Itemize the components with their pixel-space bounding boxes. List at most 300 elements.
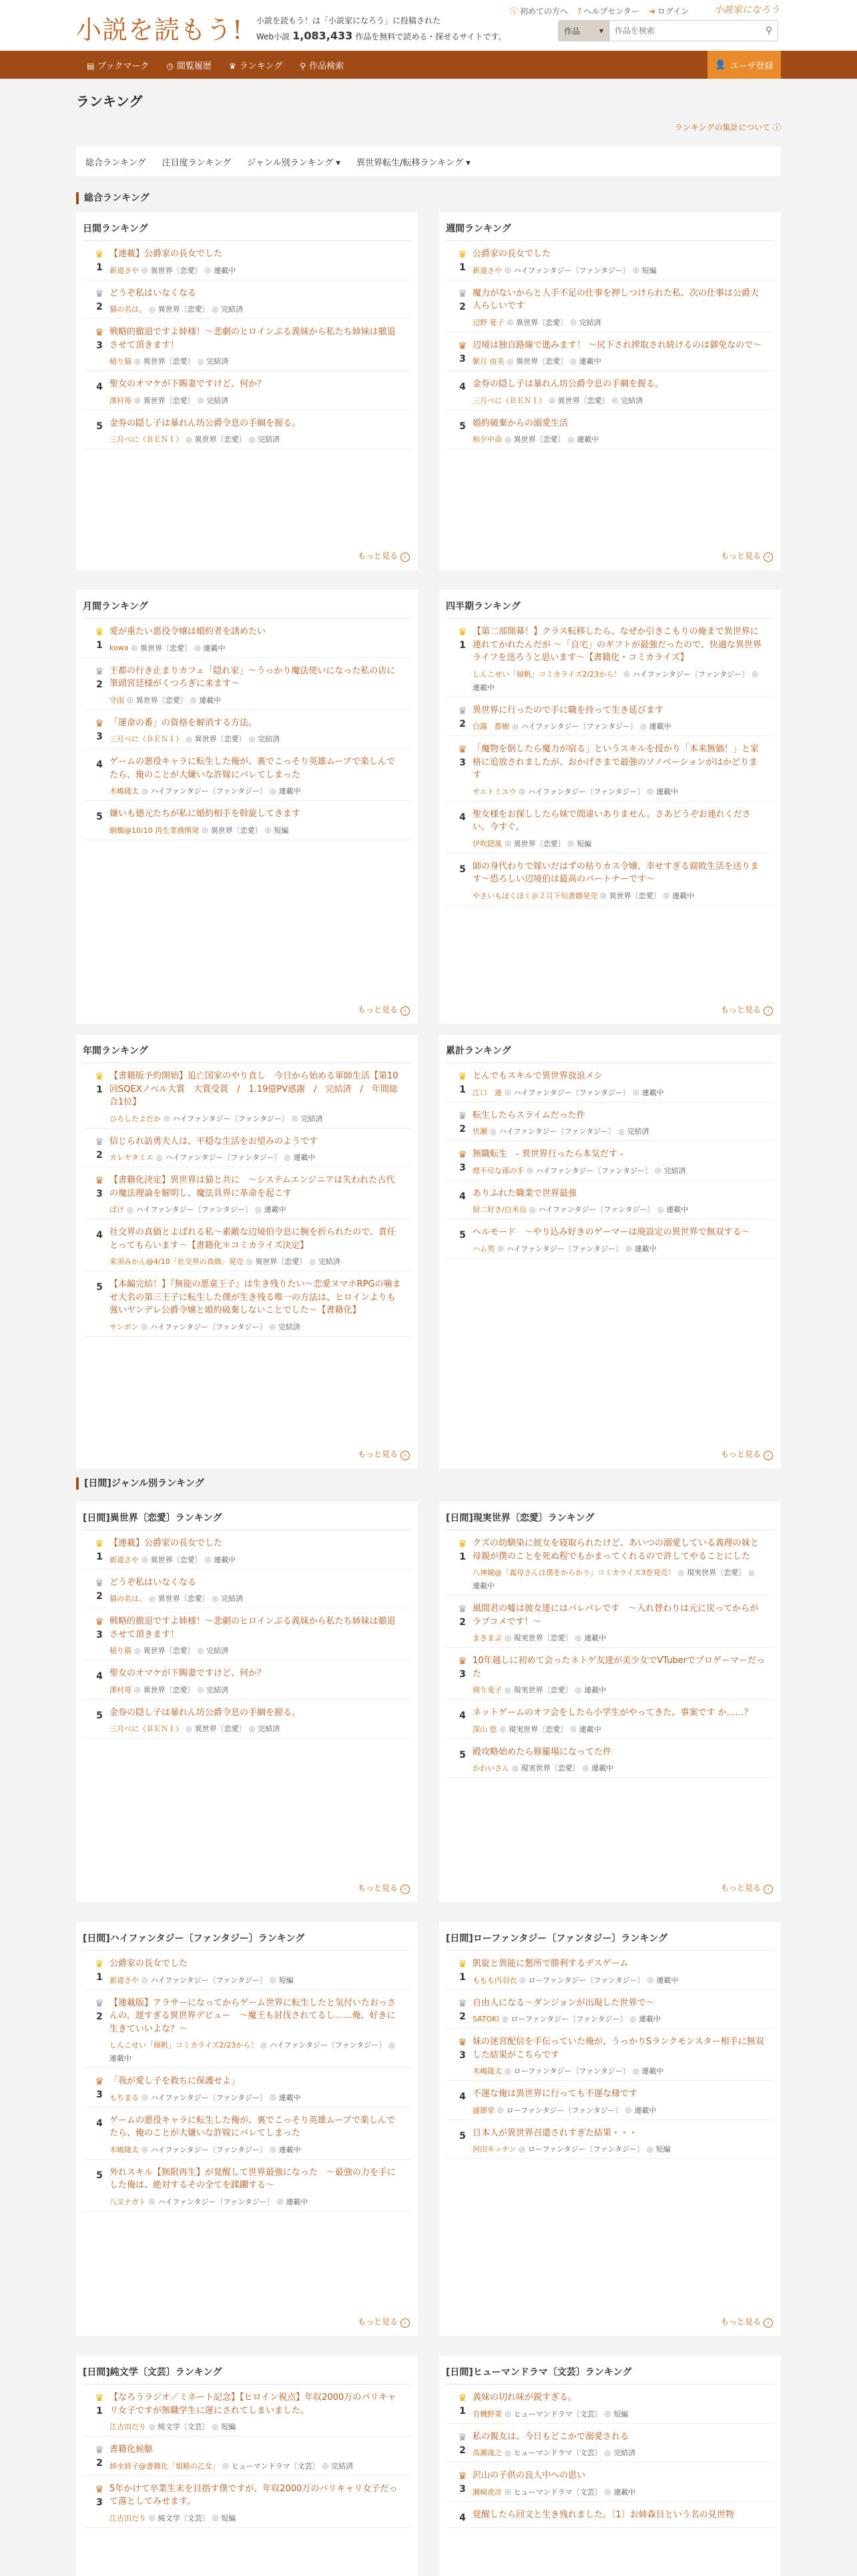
work-title-link[interactable]: 辺境は独自路線で進みます！ 〜尻下され搾取され続けるのは御免なので〜 (473, 340, 762, 350)
author-link[interactable]: ももも内羽衣 (473, 1975, 517, 1985)
crown-icon: ♛ (95, 248, 104, 260)
search-category-select[interactable]: 作品 ▾ (559, 21, 609, 41)
author-link[interactable]: カレヤタミエ (109, 1153, 154, 1162)
author-link[interactable]: 木嶋隆太 (109, 2145, 139, 2154)
more-link[interactable] (721, 1882, 773, 1894)
status-label: 完結済 (258, 735, 280, 743)
work-title-link[interactable]: ヘルモード 〜やり込み好きのゲーマーは廃設定の異世界で無双する〜 (473, 1227, 750, 1237)
work-title-link[interactable]: 「運命の番」の資格を解消する方法。 (109, 717, 258, 728)
filter-attention[interactable]: 注目度ランキング (162, 157, 232, 168)
work-title-link[interactable]: 妹の迷宮配信を手伝っていた俺が、うっかりSランクモンスター相手に無双した結果がこちらです (473, 2037, 764, 2060)
rank-number: 4 (96, 1230, 103, 1241)
ranking-item[interactable] (83, 1530, 411, 1570)
ranking-item[interactable] (446, 1102, 774, 1142)
work-title-link[interactable]: 殿攻略始めたら修羅場になってた件 (473, 1746, 612, 1757)
ranking-item[interactable] (83, 1219, 411, 1271)
author-link[interactable]: 剣り兎子 (473, 1686, 502, 1694)
work-title-link[interactable]: 「我が愛し子を救ちに保護せよ」 (109, 2076, 240, 2086)
author-link[interactable]: kowa (109, 643, 129, 652)
ranking-item[interactable] (446, 697, 774, 737)
status-icon: ◎ (190, 695, 197, 704)
section-heading-overall: 総合ランキング (76, 192, 150, 204)
rank-number: 1 (96, 1972, 103, 1983)
author-link[interactable]: 新道さや (109, 266, 139, 275)
author-link[interactable]: ひろしたよだか (109, 1114, 161, 1123)
author-link[interactable]: 守雨 (109, 695, 124, 705)
work-title-link[interactable]: クズの幼馴染に彼女を寝取られたけど、あいつの溺愛している義理の妹と母親が僕のことを死ぬ程でもかまってくれるので許してやることにした (473, 1538, 759, 1562)
rank-number: 1 (459, 262, 466, 273)
work-title-link[interactable]: 日本人が異世界召還されすぎた結果・・・ (473, 2128, 638, 2138)
author-link[interactable]: SATOKI (473, 2014, 499, 2023)
author-link[interactable]: 謎御堂 (473, 2106, 495, 2115)
rank-badge (89, 808, 109, 836)
genre-icon: ◎ (623, 669, 630, 678)
ranking-item[interactable] (446, 2081, 774, 2120)
status-icon: ◎ (248, 434, 256, 444)
ranking-item[interactable] (446, 2463, 774, 2502)
tagline-1: 小説を読もう！は「小説家になろう」に投稿された (256, 16, 441, 25)
work-title-link[interactable]: 無職転生 - 異世界行ったら本気だす - (473, 1149, 623, 1159)
ranking-item[interactable] (446, 854, 774, 906)
chevron-right-icon: › (400, 1885, 410, 1894)
genre-icon: ◎ (222, 2461, 229, 2470)
ranking-item[interactable] (446, 1739, 774, 1779)
nav-bookmark[interactable]: ▤ ブックマーク (87, 61, 150, 71)
author-link[interactable]: しんこせい「傾帆」コミカライズ2/23から！ (109, 2041, 258, 2049)
search-box (558, 20, 778, 41)
ranking-item[interactable] (446, 801, 774, 854)
genre-label: ローファンタジー〔ファンタジー〕 (511, 2015, 627, 2023)
work-meta (473, 786, 765, 797)
status-icon: ◎ (582, 1763, 589, 1773)
author-link[interactable]: 来須みかん@4/10「社交界の真価」発売 (109, 1257, 244, 1266)
nav-history[interactable]: ◷ 閲覧履歴 (166, 61, 212, 71)
genre-label: 現実世界〔恋愛〕 (513, 1634, 573, 1642)
status-icon: ◎ (752, 669, 758, 678)
work-title-link[interactable]: 聖女のオマケが下賜妻ですけど、何か？ (109, 379, 266, 389)
author-link[interactable]: 稲り猫 (109, 1646, 131, 1655)
rank-number: 2 (96, 1149, 103, 1161)
more-link[interactable] (358, 550, 410, 562)
status-icon: ◎ (611, 396, 619, 404)
ranking-item[interactable] (83, 2160, 411, 2212)
ranking-item[interactable] (83, 2437, 411, 2476)
author-link[interactable]: 新道さや (109, 1555, 139, 1564)
work-title-link[interactable]: 魔力がないからと人手不足の仕事を押しつけられた私、次の仕事は公爵夫人らしいです (473, 288, 760, 311)
search-input[interactable] (609, 21, 760, 41)
more-link[interactable] (358, 1448, 410, 1460)
ranking-item[interactable] (83, 1063, 411, 1129)
ranking-item[interactable] (83, 658, 411, 710)
author-link[interactable]: 瀬崎虎彦 (473, 2487, 502, 2497)
rank-badge (453, 860, 473, 901)
work-title-link[interactable]: 覚醒したら回文と生き残れました。〔1〕お姉森目という名の見世物 (473, 2509, 734, 2520)
author-link[interactable]: 三月べに（ＢＥＮＩ） (473, 396, 546, 405)
status-icon: ◎ (663, 891, 670, 900)
work-title-link[interactable]: 義妹の切れ味が鋭すぎる。 (473, 2392, 577, 2402)
author-link[interactable]: サンボン (109, 1322, 139, 1331)
ranking-item[interactable] (83, 1167, 411, 1219)
author-link[interactable]: 和夕中命 (473, 435, 502, 444)
work-title-link[interactable]: 金券の隠し子は暴れん坊公爵令息の手綱を握る。 (109, 1707, 301, 1718)
filter-genre[interactable]: ジャンル別ランキング ▾ (247, 157, 340, 168)
work-title-link[interactable]: 【連載】公爵家の長女でした (109, 1538, 223, 1548)
work-meta (473, 395, 765, 406)
genre-icon: ◎ (141, 786, 148, 795)
ranking-item[interactable] (446, 1219, 774, 1259)
ranking-item[interactable] (83, 2068, 411, 2108)
work-title-link[interactable]: 【書籍版予約開始】追亡国家のやり直し 今日から始める軍師生活【第10回SQEXノベル大賞 大賞受賞 / 1.19億PV感謝 / 完結済 / 年間総合1位】 (109, 1071, 398, 1107)
author-link[interactable]: かわいさん (473, 1764, 509, 1773)
crown-icon: ♛ (95, 1175, 104, 1187)
work-title-link[interactable]: 金券の隠し子は暴れん坊公爵令息の手綱を握る。 (109, 418, 301, 428)
ranking-card (439, 1922, 781, 2336)
genre-icon: ◎ (141, 2093, 148, 2102)
more-link-label: もっと見る (720, 1883, 761, 1893)
filter-isekai[interactable]: 異世界転生/転移ランキング ▾ (356, 157, 471, 168)
status-icon: ◎ (269, 2093, 276, 2102)
status-label: 短編 (274, 826, 289, 835)
author-link[interactable]: 伏瀬 (473, 1127, 487, 1136)
work-title-link[interactable]: 私の親友は、今日もどこかで溺愛される (473, 2431, 629, 2442)
work-meta (109, 1723, 402, 1734)
more-link[interactable] (721, 1448, 773, 1460)
more-link[interactable] (358, 1004, 410, 1016)
rank-number: 5 (96, 812, 103, 822)
author-link[interactable]: 澤村苺 (109, 1685, 131, 1694)
author-link[interactable]: 紫月 由美 (473, 357, 505, 366)
ranking-item[interactable] (83, 319, 411, 371)
rank-number: 1 (459, 2406, 466, 2417)
author-link[interactable]: 三月べに（ＢＥＮＩ） (109, 1724, 183, 1733)
work-title-link[interactable]: どうぞ私はいなくなる (109, 1577, 197, 1588)
rank-number: 3 (96, 340, 103, 351)
author-link[interactable]: 辺野 夏子 (473, 318, 505, 327)
rank-number: 5 (459, 864, 466, 875)
ranking-item[interactable] (446, 410, 774, 450)
crown-icon: ♛ (458, 626, 467, 638)
ranking-item[interactable] (83, 1951, 411, 1990)
work-meta (473, 1567, 765, 1591)
nav-search[interactable]: ⚲ 作品検索 (300, 61, 344, 71)
rank-badge (89, 248, 109, 276)
more-link[interactable] (358, 1882, 410, 1894)
author-link[interactable]: 理不尽な孫の手 (473, 1166, 524, 1175)
work-title-link[interactable]: 嫌いも徳元たちが私に婚約相手を斡旋してきます (109, 809, 301, 819)
author-link[interactable]: 江古田だり (109, 2513, 146, 2523)
rank-badge (89, 2166, 109, 2207)
ranking-card (439, 2356, 781, 2576)
rank-number: 2 (459, 301, 466, 312)
work-title-link[interactable]: 公爵家の長女でした (109, 1959, 188, 1969)
ranking-item[interactable] (446, 241, 774, 280)
rank-number: 2 (96, 679, 103, 690)
genre-icon: ◎ (512, 721, 519, 731)
work-title-link[interactable]: 凱旋と異能に懇所で勝利するデスゲーム (473, 1959, 629, 1969)
work-title-link[interactable]: 「魔物を倒したら魔力が宿る」というスキルを授かり「本来無価！」と家格に追放されましたが、おかげさまで最強のソノベーションがはかどります (473, 744, 759, 780)
rank-number: 4 (96, 382, 103, 392)
author-link[interactable]: 三月べに（ＢＥＮＩ） (109, 435, 183, 444)
work-title-link[interactable]: 聖女のオマケが下賜妻ですけど、何か？ (109, 1668, 266, 1678)
ranking-item[interactable] (83, 1271, 411, 1337)
ranking-item[interactable] (446, 1951, 774, 1990)
nav-ranking[interactable]: ♛ ランキング (228, 61, 283, 71)
author-link[interactable]: まきまぶ (473, 1634, 502, 1642)
author-link[interactable]: 深山 悠 (473, 1724, 497, 1734)
work-title-link[interactable]: 信じられ訪勇夫人は、平穏な生活をお望みのようです (109, 1136, 318, 1147)
link-help[interactable]: ? ヘルプセンター (577, 7, 639, 16)
work-title-link[interactable]: 【連載版】アラサーになってからゲーム世界に転生したと気付いたおっさんの、遅すぎる異世界デビュー 〜魔王も討伐されてるし……俺、好きに生きていいよな？〜 (109, 1997, 396, 2034)
rank-number: 3 (459, 2050, 466, 2061)
work-title-link[interactable]: どうぞ私はいなくなる (109, 288, 197, 298)
ranking-item[interactable] (83, 241, 411, 280)
ranking-item[interactable] (446, 1596, 774, 1648)
rank-badge (453, 743, 473, 797)
ranking-item[interactable] (83, 2476, 411, 2528)
ranking-item[interactable] (446, 1990, 774, 2029)
work-title-link[interactable]: 王都の行き止まりカフェ「隠れ家」〜うっかり魔法使いになった私の店に筆頭宮廷様がくつろぎに来ます〜 (109, 665, 396, 689)
ranking-card-title: [日間]異世界〔恋愛〕ランキング (83, 1513, 222, 1524)
ranking-item[interactable] (83, 410, 411, 450)
author-link[interactable]: 高瀬滝之 (473, 2449, 502, 2457)
author-link[interactable]: 三月べに（ＢＥＮＩ） (109, 735, 183, 743)
work-title-link[interactable]: 社交界の真価とよばれる私〜素敵な辺境伯令息に腕を折られたので、責任とってもらいます〜【書籍化＊コミカライズ決定】 (109, 1227, 396, 1251)
ranking-item[interactable] (446, 1700, 774, 1739)
genre-icon: ◎ (512, 1763, 519, 1773)
rank-badge (453, 1226, 473, 1254)
rank-badge (453, 1537, 473, 1591)
genre-label: 異世界〔恋愛〕 (150, 1555, 202, 1564)
work-title-link[interactable]: 10年越しに初めて会ったネトゲ友達が美少女でVTuberでプロゲーマーだった (473, 1656, 765, 1679)
genre-icon: ◎ (134, 1685, 141, 1694)
more-link[interactable] (358, 2316, 410, 2328)
author-link[interactable]: 木嶋隆太 (473, 2067, 502, 2075)
ranking-item[interactable] (83, 749, 411, 801)
work-title-link[interactable]: 【なろうラジオ／ミネート記念】【ヒロイン視点】年収2000万のバリキャリ女子ですが無職学生に運にされてしまいました。 (109, 2392, 396, 2416)
work-title-link[interactable]: 聖女様をお探ししたら妹で間違いありません。さあどうぞお連れください。今すぐ。 (473, 809, 751, 832)
author-link[interactable]: 猫の名は。 (109, 1594, 146, 1603)
link-login[interactable]: ➜ ログイン (648, 7, 689, 16)
work-title-link[interactable]: 風間君の嘘は彼女達にはバレバレです 〜入れ替わりは元に戻ってからがラブコメです！〜 (473, 1604, 759, 1627)
genre-icon: ◎ (141, 2145, 148, 2154)
author-link[interactable]: 八神鏡@「義母さんは僕をからかう」コミカライズ3巻発売！ (473, 1568, 675, 1577)
author-link[interactable]: 新道さや (109, 1975, 139, 1985)
work-title-link[interactable]: 不運な俺は異世界に行っても不運な様です (473, 2089, 638, 2099)
ranking-item[interactable] (446, 1063, 774, 1102)
status-label: 連載中 (591, 1764, 614, 1773)
status-label: 完結済 (278, 1322, 301, 1331)
link-beginner[interactable]: ⓘ 初めての方へ (510, 7, 569, 16)
author-link[interactable]: 新道さや (473, 266, 502, 275)
work-meta (109, 1113, 402, 1124)
ranking-item[interactable] (446, 1530, 774, 1596)
work-title-link[interactable]: 異世界に行ったので手に職を持って生き延びます (473, 705, 664, 715)
genre-icon: ◎ (519, 2144, 525, 2154)
work-title-link[interactable]: とんでもスキルで異世界放浪メシ (473, 1071, 603, 1081)
rank-badge (453, 378, 473, 406)
author-link[interactable]: サエトミユウ (473, 787, 517, 796)
rank-number: 3 (459, 2484, 466, 2495)
author-link[interactable]: 姉水姉子@書籍化「姐略の乙女」 (109, 2461, 220, 2471)
rank-badge (89, 2443, 109, 2471)
ranking-item[interactable] (83, 371, 411, 410)
ranking-item[interactable] (83, 1129, 411, 1168)
status-icon: ◎ (291, 1114, 298, 1122)
status-label: 完結済 (258, 435, 280, 444)
author-link[interactable]: 木嶋隆太 (109, 787, 139, 795)
author-link[interactable]: 猫の名は。 (109, 305, 146, 314)
author-link[interactable]: 江古田だり (109, 2423, 146, 2431)
ranking-item[interactable] (446, 2424, 774, 2463)
ranking-item[interactable] (446, 371, 774, 410)
rank-number: 5 (459, 420, 466, 432)
author-link[interactable]: 網蜘@10/10 再生業務開発 (109, 826, 200, 835)
ranking-item[interactable] (446, 280, 774, 332)
ranking-item[interactable] (83, 1660, 411, 1700)
status-icon: ◎ (204, 1555, 212, 1564)
work-meta (473, 1243, 765, 1254)
genre-label: 異世界〔恋愛〕 (513, 839, 565, 848)
genre-label: ハイファンタジー〔ファンタジー〕 (632, 669, 750, 679)
work-title-link[interactable]: 戦略的撤退ですよ姉様！〜悲劇のヒロインぶる義妹から私たち姉妹は撤退させて頂きます！ (109, 327, 396, 350)
ranking-item[interactable] (83, 280, 411, 320)
status-label: 連載中 (641, 2067, 664, 2075)
ranking-item[interactable] (446, 1181, 774, 1220)
author-link[interactable]: もちまる (109, 2093, 139, 2102)
chevron-right-icon: › (400, 2318, 410, 2328)
crown-icon: ♛ (95, 1616, 104, 1628)
crown-icon: ♛ (95, 1538, 104, 1550)
genre-label: 現実世界〔恋愛〕 (687, 1568, 746, 1577)
ranking-item[interactable] (446, 332, 774, 372)
work-title-link[interactable]: 5年かけて卒業生末を目指す僕ですが、年収2000万のバリキャリ女子だって落としてみせます。 (109, 2483, 398, 2507)
rank-badge (453, 2127, 473, 2155)
work-title-link[interactable]: ネットゲームのオフ会をしたら小学生がやってきた。事案です か……？ (473, 1708, 753, 1718)
more-link[interactable] (721, 550, 773, 562)
work-title-link[interactable]: ありふれた職業で世界最強 (473, 1188, 577, 1199)
ranking-item[interactable] (83, 1570, 411, 1609)
work-title-link[interactable]: 公爵家の長女でした (473, 249, 551, 259)
rank-number: 3 (96, 1630, 103, 1640)
work-title-link[interactable]: 書籍化候駆 (109, 2445, 154, 2455)
crown-icon: ♛ (95, 2483, 104, 2495)
filter-overall[interactable]: 総合ランキング (85, 157, 146, 168)
ranking-item[interactable] (83, 2384, 411, 2437)
ranking-item[interactable] (83, 1990, 411, 2069)
rank-badge (89, 1070, 109, 1124)
work-title-link[interactable]: ゲームの悪役キャラに転生した俺が、裏でこっそり英雄ムーブで楽しんでたら、俺のことが大嫌いな許嫁にバレてしまった (109, 2115, 395, 2138)
ranking-item[interactable] (446, 2029, 774, 2081)
genre-icon: ◎ (529, 1205, 536, 1214)
ranking-item[interactable] (83, 1608, 411, 1660)
work-title-link[interactable]: 金券の隠し子は暴れん坊公爵令息の手綱を握る。 (473, 379, 664, 389)
work-title-link[interactable]: 師の身代わりで嫁いだはずの枯りカス令嬢、幸せすぎる腐敗生活を送ります〜恐ろしい辺境伯は最高のパートナーです〜 (473, 861, 760, 884)
author-link[interactable]: 厨二好き/白米良 (473, 1205, 527, 1214)
author-link[interactable]: しんこせい「傾帆」コミカライズ2/23から！ (473, 669, 621, 679)
work-title-link[interactable]: 愛が重たい悪役令嬢は婚約者を誘めたい (109, 627, 266, 637)
status-icon: ◎ (204, 266, 212, 274)
ranking-item[interactable] (446, 2384, 774, 2424)
ranking-item[interactable] (446, 2502, 774, 2528)
work-title-link[interactable]: 【本編完結！】『無能の悪童王子』は生き残りたい〜恋愛ヌマホRPGの噛ませ大名の第三王子に転生した僕が生き残る唯一の方法は、ヒロインよりも強いヤンデレ公爵令嬢と婚約破棄しないことでした〜【書籍化】 (109, 1279, 401, 1315)
author-link[interactable]: 八又ナガト (109, 2197, 146, 2206)
more-link[interactable] (721, 2316, 773, 2328)
author-link[interactable]: 稲り猫 (109, 357, 131, 366)
status-label: 連載中 (579, 1724, 601, 1734)
ranking-item[interactable] (446, 736, 774, 801)
ranking-item[interactable] (446, 2120, 774, 2160)
status-icon: ◎ (575, 1633, 582, 1642)
work-title-link[interactable]: ゲームの悪役キャラに転生した俺が、裏でこっそり英雄ムーブで楽しんでたら、俺のことが大嫌いな許嫁にバレてしまった (109, 757, 395, 780)
author-link[interactable]: 何田キッチン (473, 2145, 517, 2154)
crown-icon: ♛ (458, 287, 467, 300)
status-label: 連載中 (214, 1555, 236, 1564)
work-title-link[interactable]: 転生したらスライムだった件 (473, 1110, 585, 1120)
ranking-item[interactable] (83, 619, 411, 658)
narou-logo[interactable]: 小説家になろう (714, 5, 780, 15)
register-button[interactable]: 👤 ユーザ登録 (707, 51, 781, 79)
ranking-item[interactable] (83, 710, 411, 749)
work-title-link[interactable]: 【第二部開幕！】クラス転移したら、なぜか引きこもりの俺まで異世界に連れてかれたんだが 〜「自宅」のギフトが最強だったので、快適な異世界ライフを送ろうと思います〜【書籍化・コミカライズ】 (473, 627, 762, 663)
author-link[interactable]: 江口 連 (473, 1088, 502, 1097)
rank-badge (89, 1135, 109, 1163)
ranking-item[interactable] (446, 619, 774, 697)
ranking-item[interactable] (83, 1700, 411, 1739)
ranking-item[interactable] (83, 2108, 411, 2160)
ranking-card (76, 1034, 418, 1468)
work-title-link[interactable]: 外れスキル【無限再生】が覚醒して世界最強になった 〜最強の力を手にした俺は、絶対するその全てを蹂躙する〜 (109, 2167, 396, 2190)
genre-label: ローファンタジー〔ファンタジー〕 (513, 2067, 630, 2075)
work-title-link[interactable]: 戦略的撤退ですよ姉様！〜悲劇のヒロインぶる義妹から私たち姉妹は撤退させて頂きます！ (109, 1616, 396, 1640)
site-logo[interactable]: 小説を読もう! (76, 15, 244, 45)
more-link[interactable] (721, 1004, 773, 1016)
rank-number: 1 (96, 1084, 103, 1095)
rank-number: 2 (459, 1617, 466, 1628)
crown-icon: ♛ (95, 326, 104, 338)
author-link[interactable]: やさいもほくほく＠２月下旬書籍発売 (473, 891, 597, 900)
author-link[interactable]: 有機野菜 (473, 2409, 502, 2419)
genre-icon: ◎ (519, 1975, 526, 1984)
rank-badge (89, 1667, 109, 1695)
author-link[interactable]: 澤村苺 (109, 396, 131, 405)
work-title-link[interactable]: 沢山の子供の良人中への思い (473, 2471, 586, 2481)
author-link[interactable]: ばけ (109, 1205, 124, 1214)
status-icon: ◎ (654, 1166, 661, 1175)
work-title-link[interactable]: 婚約破棄からの溺愛生活 (473, 418, 569, 428)
status-label: 短編 (655, 2145, 671, 2154)
ranking-about-link[interactable]: ランキングの集計について ⓘ (674, 123, 781, 132)
work-title-link[interactable]: 【書籍化決定】異世界は猫と共に 〜システムエンジニアは失われた古代の魔法理論を解明し、魔法具界に革命を起こす (109, 1175, 395, 1199)
search-icon[interactable]: ⚲ (765, 25, 773, 36)
ranking-item[interactable] (446, 1141, 774, 1181)
author-link[interactable]: 伊吹隠風 (473, 839, 502, 848)
work-title-link[interactable]: 自由人になる〜ダンジョンが出現した世界で〜 (473, 1997, 655, 2008)
work-meta (473, 2065, 765, 2076)
status-label: 連載中 (584, 1634, 607, 1642)
rank-badge (89, 1537, 109, 1565)
ranking-card (76, 2356, 418, 2576)
rank-number: 3 (96, 2497, 103, 2508)
rank-badge (453, 287, 473, 328)
chevron-right-icon: › (400, 1006, 410, 1016)
status-label: 連載中 (634, 1244, 657, 1253)
author-link[interactable]: 白露 都樹 (473, 722, 509, 731)
author-link[interactable]: ハム男 (473, 1244, 495, 1253)
ranking-item[interactable] (83, 801, 411, 840)
rank-number: 4 (96, 1671, 103, 1682)
ranking-item[interactable] (446, 1648, 774, 1700)
work-title-link[interactable]: 【連載】公爵家の長女でした (109, 249, 223, 259)
